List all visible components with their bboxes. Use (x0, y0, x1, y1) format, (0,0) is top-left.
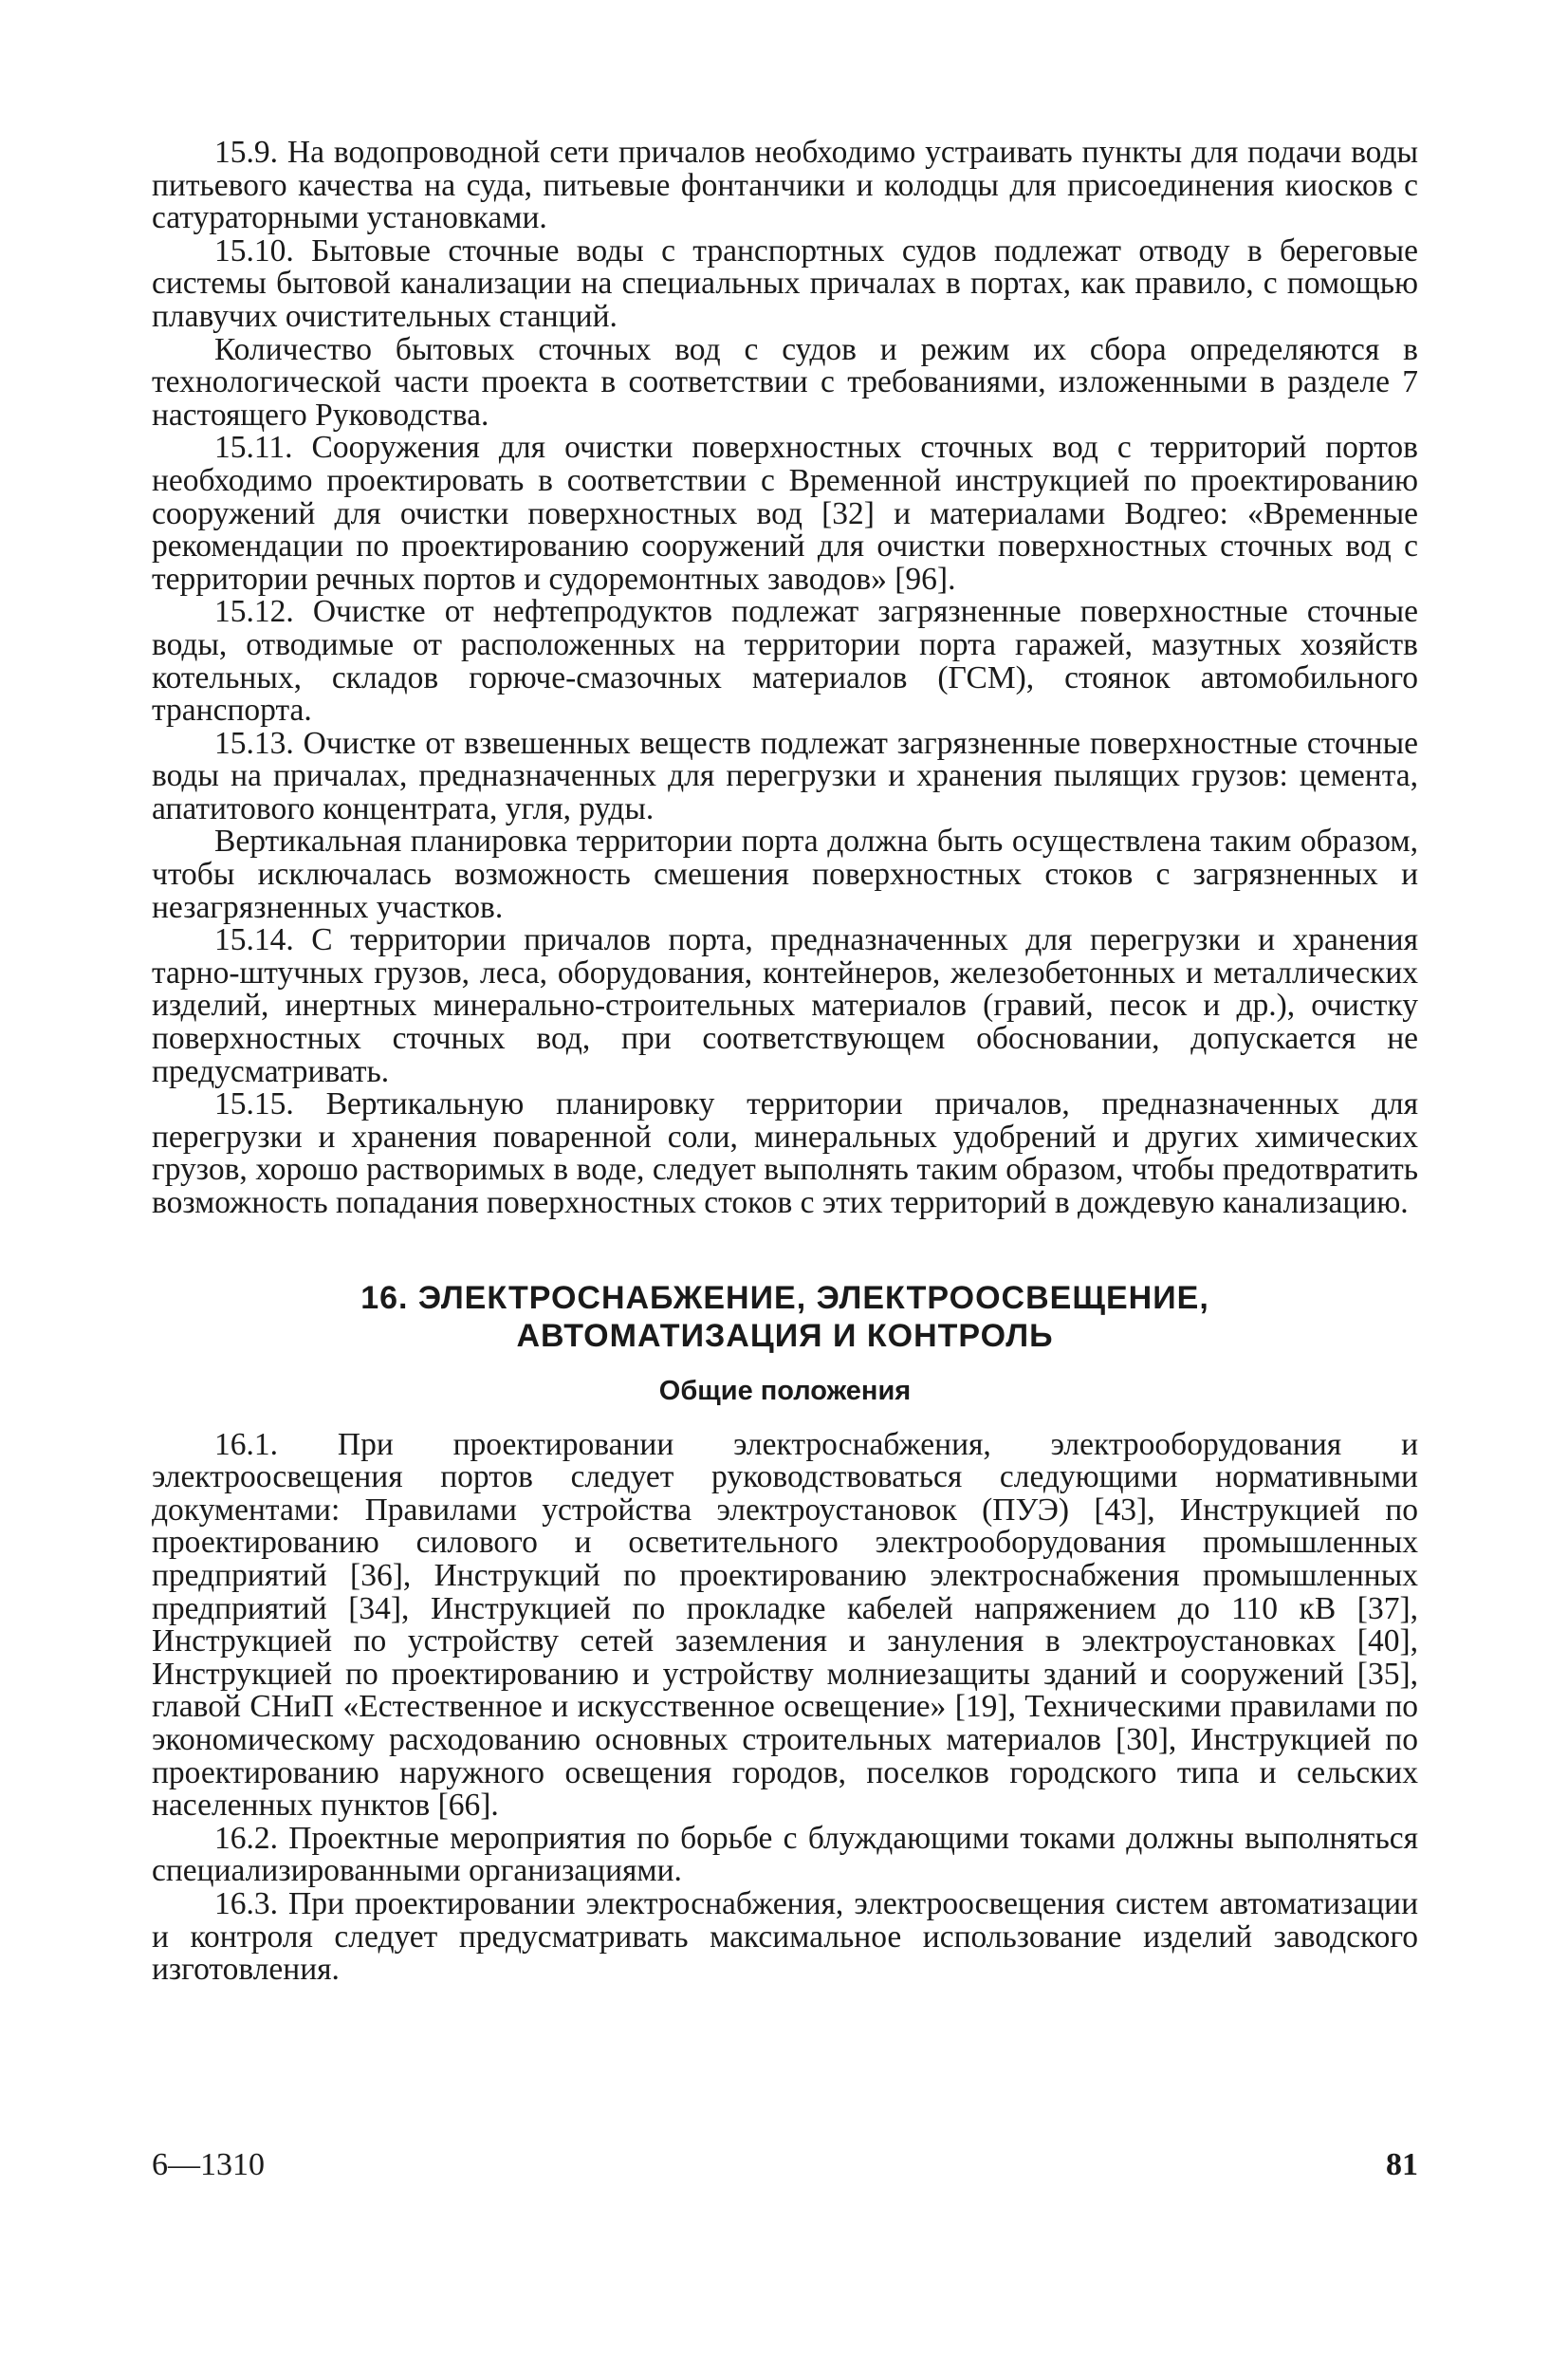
paragraph-15-12: 15.12. Очистке от нефтепродуктов подлежат загрязненные поверхностные сточные воды, отводимые от расположенных на территории порта гаражей, мазутных хозяйств котельных, складов горюче-смазочных материалов (ГСМ), стоянок автомобильного транспорта. (152, 594, 1418, 729)
paragraph-15-13-cont: Вертикальная планировка территории порта должна быть осуществлена таким образом, чтобы исключалась возможность смешения поверхностных стоков с загрязненных и незагрязненных участков. (152, 824, 1418, 925)
paragraph-15-13: 15.13. Очистке от взвешенных веществ подлежат загрязненные поверхностные сточные воды на причалах, предназначенных для перегрузки и хранения пылящих грузов: цемента, апатитового концентрата, угля, руды. (152, 725, 1418, 826)
section-title (152, 1279, 1418, 1355)
signature-code: 6—1310 (152, 2147, 265, 2182)
subsection-title: Общие положения (658, 1375, 912, 1406)
paragraph-15-10-cont: Количество бытовых сточных вод с судов и режим их сбора определяются в технологической части проекта в соответствии с требованиями, изложенными в разделе 7 настоящего Руководства. (152, 331, 1418, 433)
section-title-line1: 16. ЭЛЕКТРОСНАБЖЕНИЕ, ЭЛЕКТРООСВЕЩЕНИЕ, (360, 1279, 1209, 1316)
paragraph-15-14: 15.14. С территории причалов порта, предназначенных для перегрузки и хранения тарно-штучных грузов, леса, оборудования, контейнеров, железобетонных и металлических изделий, инертных минерально-строительных материалов (гравий, песок и др.), очистку поверхностных сточных вод, при соответствующем обосновании, допускается не предусматривать. (152, 922, 1418, 1089)
paragraph-16-1: 16.1. При проектировании электроснабжения, электрооборудования и электроосвещения портов следует руководствоваться следующими нормативными документами: Правилами устройства электроустановок (ПУЭ) [43], Инструкцией по проектированию силового и осветительного электрооборудования промышленных предприятий [36], Инструкций по проектированию электроснабжения промышленных предприятий [34], Инструкцией по прокладке кабелей напряжением до 110 кВ [37], Инструкцией по устройству сетей заземления и зануления в электроустановках [40], Инструкцией по проектированию и устройству молниезащиты зданий и сооружений [35], главой СНиП «Естественное и искусственное освещение» [19], Техническими правилами по экономическому расходованию основных строительных материалов [30], Инструкцией по проектированию наружного освещения городов, поселков городского типа и сельских населенных пунктов [66]. (152, 1426, 1418, 1824)
page-content (152, 137, 1418, 1987)
paragraph-15-10: 15.10. Бытовые сточные воды с транспортных судов подлежат отводу в береговые системы бытовой канализации на специальных причалах в портах, как правило, с помощью плавучих очистительных станций. (152, 232, 1418, 334)
paragraph-15-15: 15.15. Вертикальную планировку территории причалов, предназначенных для перегрузки и хранения поваренной соли, минеральных удобрений и других химических грузов, хорошо растворимых в воде, следует выполнять таким образом, чтобы предотвратить возможность попадания поверхностных стоков с этих территорий в дождевую канализацию. (152, 1086, 1418, 1220)
paragraph-16-3: 16.3. При проектировании электроснабжения, электроосвещения систем автоматизации и контроля следует предусматривать максимальное использование изделий заводского изготовления. (152, 1885, 1418, 1988)
paragraph-15-11: 15.11. Сооружения для очистки поверхностных сточных вод с территорий портов необходимо проектировать в соответствии с Временной инструкцией по проектированию сооружений для очистки поверхностных вод [32] и материалами Водгео: «Временные рекомендации по проектированию сооружений для очистки поверхностных сточных вод с территории речных портов и судоремонтных заводов» [96]. (152, 430, 1418, 597)
paragraph-16-2: 16.2. Проектные мероприятия по борьбе с блуждающими токами должны выполняться специализированными организациями. (152, 1820, 1418, 1889)
section-title-line2: АВТОМАТИЗАЦИЯ И КОНТРОЛЬ (516, 1317, 1054, 1354)
paragraph-15-9: 15.9. На водопроводной сети причалов необходимо устраивать пункты для подачи воды питьевого качества на суда, питьевые фонтанчики и колодцы для присоединения киосков с сатураторными установками. (152, 135, 1418, 236)
page-number: 81 (1386, 2147, 1418, 2182)
